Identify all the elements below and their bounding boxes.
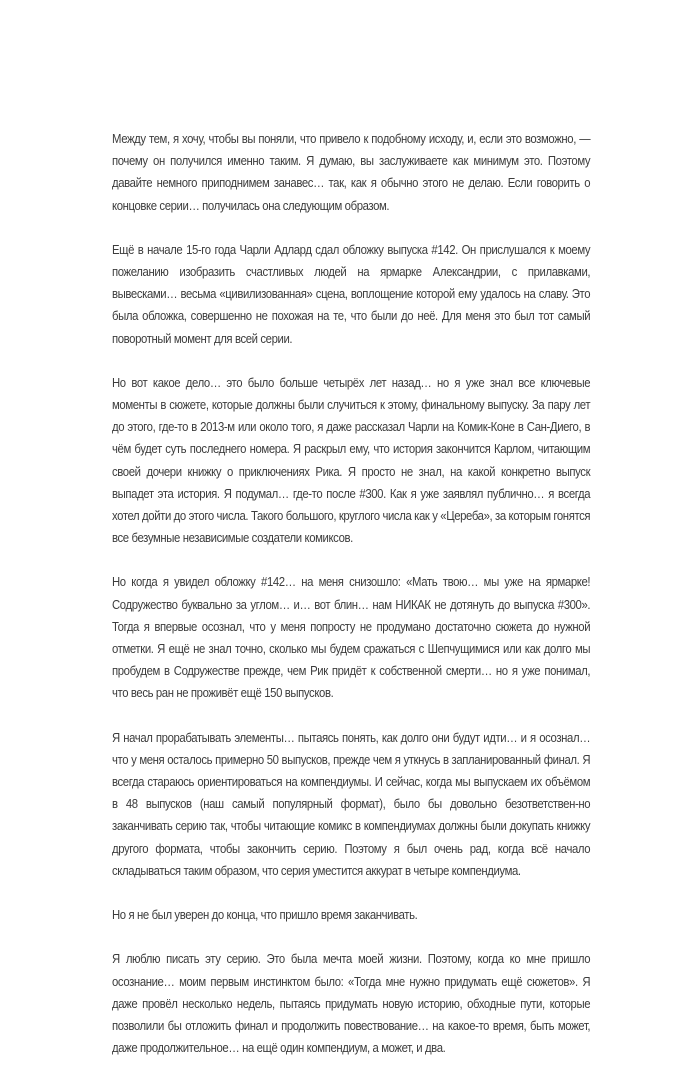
paragraph: Но вот какое дело… это было больше четырёх лет назад… но я уже знал все ключевые моменты в сюжете, которые должны были случиться к этому, финальному выпуску. За пару лет до этого, где-то в 2013-м или около того, я даже рассказал Чарли на Комик-Коне в Сан-Диего, в чём будет суть последнего номера. Я раскрыл ему, что история закончится Карлом, читающим своей дочери книжку о приключениях Рика. Я просто не знал, на какой конкретно выпуск выпадет эта история. Я подумал… где-то после #300. Как я уже заявлял публично… я всегда хотел дойти до этого числа. Такого большого, круглого числа как у «Цереба», за которым гонятся все безумные независимые создатели комиксов.: [112, 374, 591, 546]
document-page: [112, 128, 590, 1081]
paragraph: Между тем, я хочу, чтобы вы поняли, что привело к подобному исходу, и, если это возможно, — почему он получился именно таким. Я думаю, вы заслуживаете как минимум это. Поэтому давайте немного приподнимем занавес… так, как я обычно этого не делаю. Если говорить о концовке серии… получилась она следующим образом.: [112, 131, 591, 213]
paragraph: Я люблю писать эту серию. Это была мечта моей жизни. Поэтому, когда ко мне пришло осознание… моим первым инстинктом было: «Тогда мне нужно придумать ещё сюжетов». Я даже провёл несколько недель, пытаясь придумать новую историю, обходные пути, которые позволили бы отложить финал и продолжить повествование… на какое-то время, быть может, даже продолжительное… на ещё один компендиум, а может, и два.: [112, 951, 591, 1056]
paragraph: Ещё в начале 15-го года Чарли Адлард сдал обложку выпуска #142. Он прислушался к моему пожеланию изобразить счастливых людей на ярмарке Александрии, с прилавками, вывесками… весьма «цивилизованная» сцена, воплощение которой ему удалось на славу. Это была обложка, совершенно не похожая на те, что были до неё. Для меня это был тот самый поворотный момент для всей серии.: [112, 241, 591, 346]
paragraph: Я начал прорабатывать элементы… пытаясь понять, как долго они будут идти… и я осознал… что у меня осталось примерно 50 выпусков, прежде чем я уткнусь в запланированный финал. Я всегда стараюсь ориентироваться на компендиумы. И сейчас, когда мы выпускаем их объёмом в 48 выпусков (наш самый популярный формат), было бы довольно безответствен-но заканчивать серию так, чтобы читающие комикс в компендиумах должны были докупать книжку другого формата, чтобы закончить серию. Поэтому я был очень рад, когда всё начало складываться таким образом, что серия уместится аккурат в четыре компендиума.: [112, 729, 591, 878]
paragraph: Но я не был уверен до конца, что пришло время заканчивать.: [112, 907, 418, 923]
paragraph: Но когда я увидел обложку #142… на меня снизошло: «Мать твою… мы уже на ярмарке! Содружество буквально за углом… и… вот блин… нам НИКАК не дотянуть до выпуска #300». Тогда я впервые осознал, что у меня попросту не продумано достаточно сюжета до нужной отметки. Я ещё не знал точно, сколько мы будем сражаться с Шепчущимися или как долго мы пробудем в Содружестве прежде, чем Рик придёт к собственной смерти… но я уже понимал, что весь ран не проживёт ещё 150 выпусков.: [112, 574, 591, 701]
